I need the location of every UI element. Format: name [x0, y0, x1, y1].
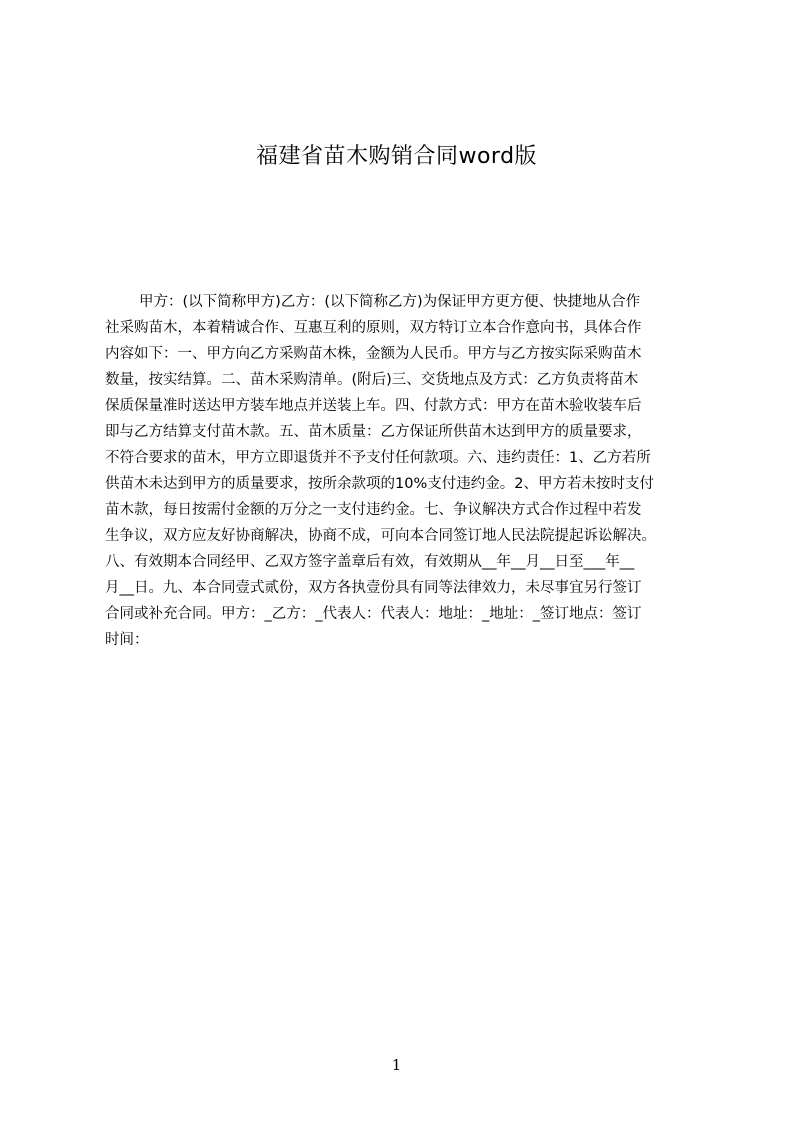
body-line: 时间：	[105, 632, 149, 648]
body-line: 保质保量准时送达甲方装车地点并送装上车。四、付款方式：甲方在苗木验收装车后	[105, 398, 642, 414]
body-line: 即与乙方结算支付苗木款。五、苗木质量：乙方保证所供苗木达到甲方的质量要求，	[105, 424, 642, 440]
body-line: 月__日。九、本合同壹式贰份，双方各执壹份具有同等法律效力，未尽事宜另行签订	[105, 580, 642, 596]
body-line: 社采购苗木，本着精诚合作、互惠互利的原则，双方特订立本合作意向书，具体合作	[105, 320, 642, 336]
body-line: 内容如下：一、甲方向乙方采购苗木株，金额为人民币。甲方与乙方按实际采购苗木	[105, 346, 642, 362]
body-line: 合同或补充合同。甲方：_乙方：_代表人：代表人：地址：_地址：_签订地点：签订	[105, 606, 642, 622]
body-line: 甲方：(以下简称甲方)乙方：(以下简称乙方)为保证甲方更方便、快捷地从合作	[139, 294, 641, 310]
document-title: 福建省苗木购销合同word版	[255, 144, 538, 169]
body-line: 生争议，双方应友好协商解决，协商不成，可向本合同签订地人民法院提起诉讼解决。	[105, 528, 656, 544]
contract-body	[105, 289, 698, 669]
body-line: 苗木款，每日按需付金额的万分之一支付违约金。七、争议解决方式合作过程中若发	[105, 502, 642, 518]
body-line: 不符合要求的苗木，甲方立即退货并不予支付任何款项。六、违约责任：1、乙方若所	[105, 450, 651, 466]
body-line: 数量，按实结算。二、苗木采购清单。(附后)三、交货地点及方式：乙方负责将苗木	[105, 372, 639, 388]
page-number: 1	[391, 1056, 402, 1074]
body-line: 供苗木未达到甲方的质量要求，按所余款项的10%支付违约金。2、甲方若未按时支付	[105, 476, 654, 492]
body-line: 八、有效期本合同经甲、乙双方签字盖章后有效，有效期从__年__月__日至___年__	[105, 554, 635, 570]
